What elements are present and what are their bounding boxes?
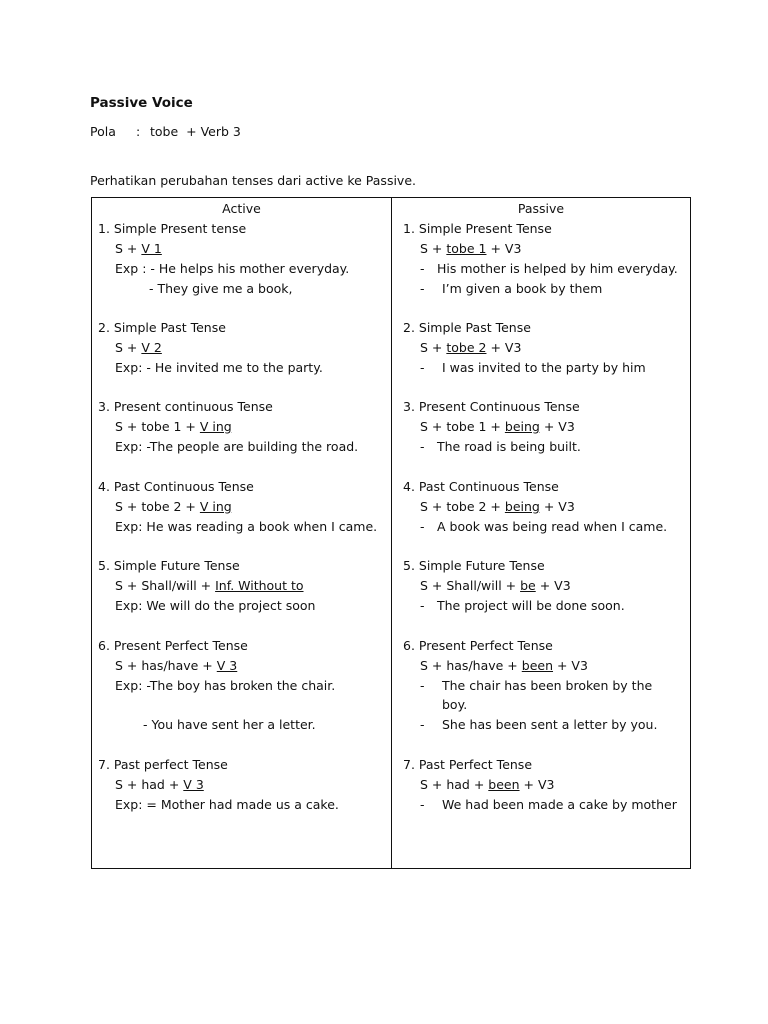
bullet-dash: -	[420, 678, 425, 693]
formula-text: S + had +	[420, 777, 489, 792]
passive-2-formula	[420, 340, 521, 356]
bullet-dash: -	[420, 261, 425, 276]
formula-text: S +	[115, 241, 142, 256]
formula-text: S + had +	[115, 777, 184, 792]
active-7-formula	[115, 777, 204, 793]
active-3-example: Exp: -The people are building the road.	[115, 439, 359, 454]
pola-formula: tobe + Verb 3	[150, 124, 241, 139]
passive-7-title: 7. Past Perfect Tense	[403, 757, 533, 772]
active-header: Active	[222, 201, 261, 216]
formula-key: be	[520, 578, 536, 593]
bullet-dash: -	[420, 717, 425, 732]
active-6-example: Exp: -The boy has broken the chair.	[115, 678, 336, 693]
formula-key: V 2	[141, 340, 162, 355]
formula-text: S + tobe 2 +	[420, 499, 505, 514]
formula-text: + V3	[519, 777, 555, 792]
formula-key: Inf. Without to	[215, 578, 304, 593]
bullet-dash: -	[420, 439, 425, 454]
pola-line	[90, 124, 241, 139]
active-2-example: Exp: - He invited me to the party.	[115, 360, 323, 375]
formula-text: S + tobe 1 +	[115, 419, 200, 434]
active-6-formula	[115, 658, 237, 674]
formula-key: V ing	[199, 419, 232, 434]
formula-text: S +	[420, 241, 447, 256]
passive-5-formula	[420, 578, 571, 594]
active-2-formula	[115, 340, 162, 356]
passive-3-example: The road is being built.	[437, 439, 581, 454]
formula-text: + V3	[486, 241, 522, 256]
pola-label: Pola	[90, 124, 116, 139]
active-7-example: Exp: = Mother had made us a cake.	[115, 797, 339, 812]
formula-text: + V3	[539, 499, 575, 514]
formula-text: S + Shall/will +	[115, 578, 216, 593]
active-6-title: 6. Present Perfect Tense	[98, 638, 248, 653]
passive-7-example: We had been made a cake by mother	[442, 797, 677, 812]
formula-text: S + Shall/will +	[420, 578, 521, 593]
formula-key: been	[488, 777, 520, 792]
formula-text: S + tobe 2 +	[115, 499, 200, 514]
formula-key: V 1	[141, 241, 162, 256]
passive-6-formula	[420, 658, 588, 674]
passive-5-title: 5. Simple Future Tense	[403, 558, 545, 573]
passive-header: Passive	[517, 201, 565, 216]
passive-1-title: 1. Simple Present Tense	[403, 221, 552, 236]
formula-key: V 3	[183, 777, 204, 792]
passive-6-example: She has been sent a letter by you.	[442, 717, 658, 732]
formula-text: S +	[115, 340, 142, 355]
passive-4-example: A book was being read when I came.	[437, 519, 668, 534]
formula-key: V ing	[199, 499, 232, 514]
formula-text: + V3	[539, 419, 575, 434]
formula-text: + V3	[486, 340, 522, 355]
formula-text: S + tobe 1 +	[420, 419, 505, 434]
bullet-dash: -	[420, 598, 425, 613]
formula-key: tobe 2	[446, 340, 487, 355]
formula-key: being	[504, 499, 540, 514]
passive-6-title: 6. Present Perfect Tense	[403, 638, 553, 653]
active-1-formula	[115, 241, 162, 257]
active-4-example: Exp: He was reading a book when I came.	[115, 519, 378, 534]
passive-4-title: 4. Past Continuous Tense	[403, 479, 559, 494]
passive-5-example: The project will be done soon.	[437, 598, 625, 613]
active-1-example: - They give me a book,	[149, 281, 293, 296]
active-5-title: 5. Simple Future Tense	[98, 558, 240, 573]
active-1-example: Exp : - He helps his mother everyday.	[115, 261, 350, 276]
pola-separator: :	[136, 124, 141, 139]
bullet-dash: -	[420, 281, 425, 296]
formula-key: V 3	[216, 658, 238, 673]
active-3-title: 3. Present continuous Tense	[98, 399, 273, 414]
active-5-formula	[115, 578, 304, 594]
bullet-dash: -	[420, 797, 425, 812]
bullet-dash: -	[420, 519, 425, 534]
tenses-table	[91, 197, 691, 869]
active-6-example: - You have sent her a letter.	[143, 717, 316, 732]
active-5-example: Exp: We will do the project soon	[115, 598, 316, 613]
passive-1-formula	[420, 241, 521, 257]
formula-text: S + has/have +	[420, 658, 522, 673]
passive-2-title: 2. Simple Past Tense	[403, 320, 531, 335]
formula-text: S + has/have +	[115, 658, 217, 673]
passive-4-formula	[420, 499, 575, 515]
page-title: Passive Voice	[90, 95, 193, 111]
active-2-title: 2. Simple Past Tense	[98, 320, 226, 335]
passive-1-example: His mother is helped by him everyday.	[437, 261, 678, 276]
formula-text: S +	[420, 340, 447, 355]
formula-text: + V3	[553, 658, 588, 673]
active-4-formula	[115, 499, 232, 515]
active-1-title: 1. Simple Present tense	[98, 221, 247, 236]
formula-key: being	[504, 419, 540, 434]
passive-3-formula	[420, 419, 575, 435]
active-3-formula	[115, 419, 232, 435]
formula-text: + V3	[535, 578, 571, 593]
active-7-title: 7. Past perfect Tense	[98, 757, 228, 772]
formula-key: been	[521, 658, 554, 673]
intro-text: Perhatikan perubahan tenses dari active ke Passive.	[90, 173, 416, 188]
passive-1-example: I’m given a book by them	[442, 281, 603, 296]
formula-key: tobe 1	[446, 241, 487, 256]
column-divider	[391, 198, 392, 868]
passive-2-example: I was invited to the party by him	[442, 360, 646, 375]
passive-6-example-cont: boy.	[442, 697, 468, 712]
active-4-title: 4. Past Continuous Tense	[98, 479, 254, 494]
bullet-dash: -	[420, 360, 425, 375]
passive-3-title: 3. Present Continuous Tense	[403, 399, 580, 414]
passive-6-example: The chair has been broken by the	[442, 678, 653, 693]
passive-7-formula	[420, 777, 554, 793]
